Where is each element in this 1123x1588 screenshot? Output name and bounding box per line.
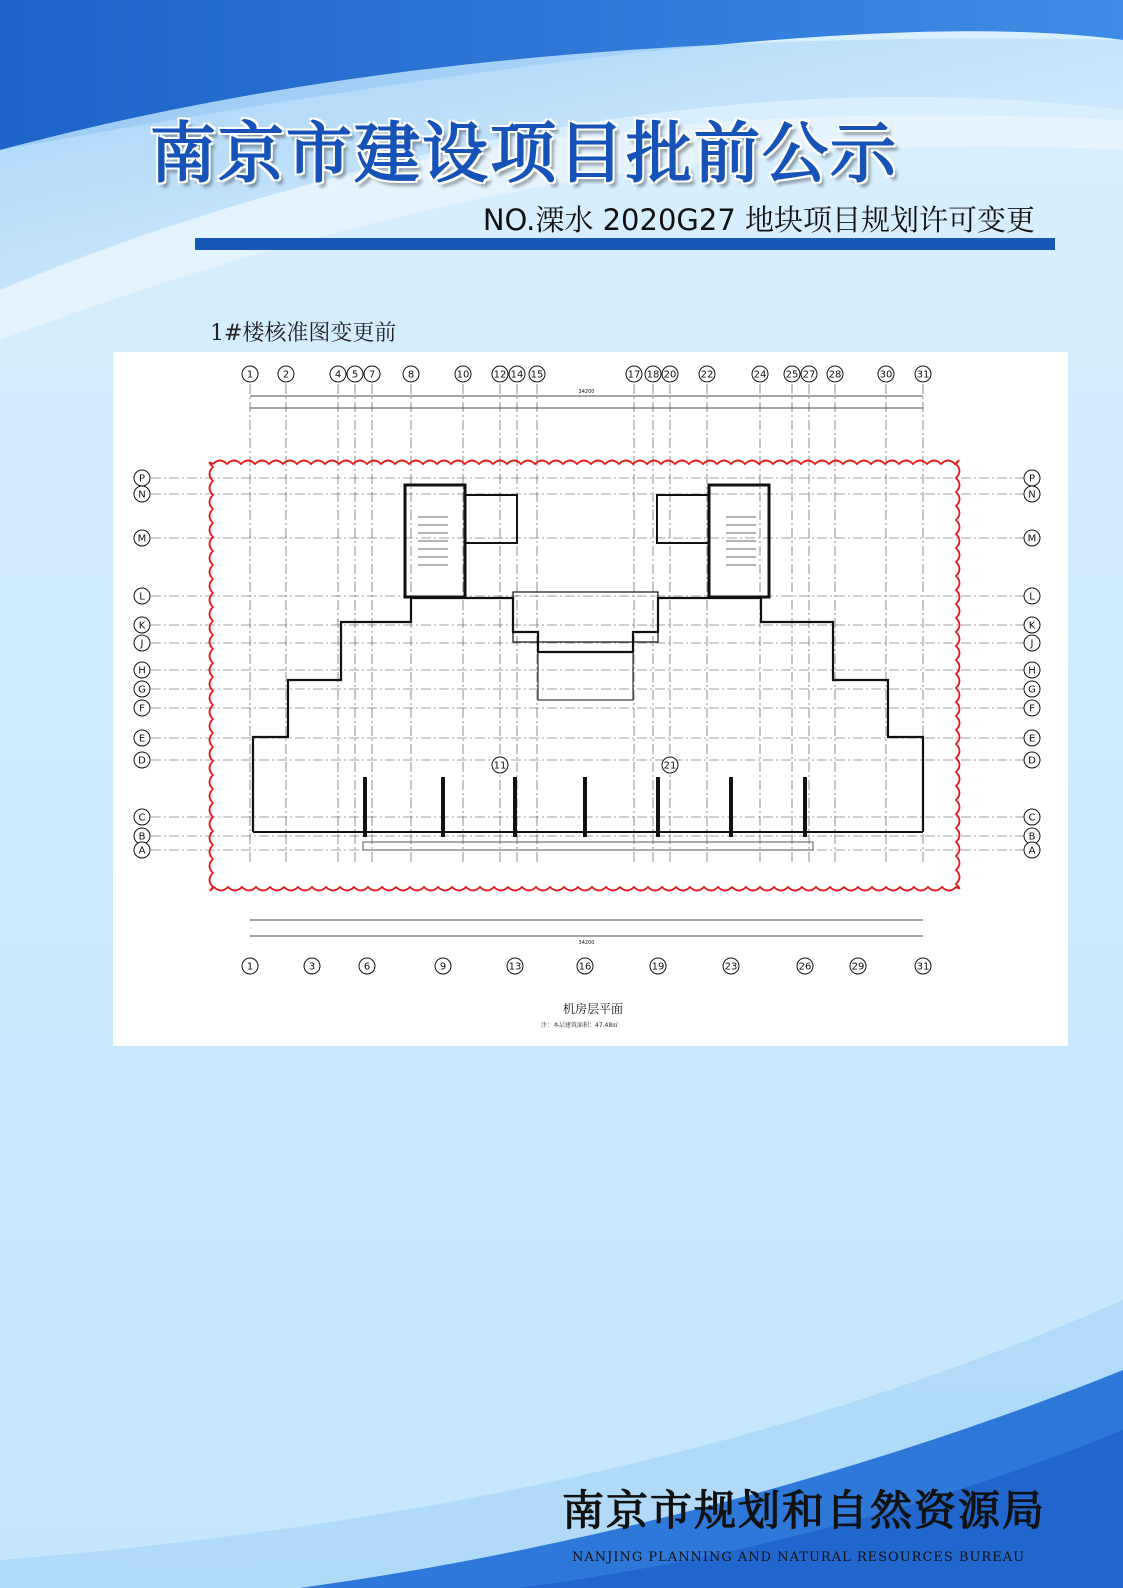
bottom-axis-label: 16 <box>578 961 592 973</box>
top-axis-label: 2 <box>282 369 290 381</box>
top-axis-label: 15 <box>530 369 544 381</box>
bottom-axis-label: 29 <box>851 961 865 973</box>
right-axis-label: M <box>1027 533 1037 545</box>
title-underline <box>195 238 1055 250</box>
project-number: NO.溧水 2020G27 地块项目规划许可变更 <box>482 203 1035 237</box>
bottom-axis-label: 9 <box>439 961 447 973</box>
top-axis-label: 4 <box>334 369 342 381</box>
top-axis-label: 22 <box>700 369 714 381</box>
left-axis-label: G <box>138 684 146 696</box>
plan-note: 注：本层建筑面积：47.48㎡ <box>541 1022 619 1029</box>
right-axis-label: A <box>1028 845 1036 857</box>
left-axis-label: D <box>138 755 146 767</box>
right-axis-label: F <box>1029 703 1035 715</box>
top-axis-label: 28 <box>828 369 842 381</box>
bottom-axis-label: 13 <box>508 961 522 973</box>
right-axis-label: K <box>1028 620 1036 632</box>
left-axis-label: L <box>139 591 145 603</box>
right-axis-label: E <box>1028 733 1036 745</box>
left-axis-label: M <box>137 533 147 545</box>
top-axis-label: 14 <box>510 369 524 381</box>
right-axis-label: H <box>1028 665 1036 677</box>
left-axis-label: C <box>138 812 146 824</box>
top-axis-label: 10 <box>456 369 470 381</box>
top-axis-label: 17 <box>627 369 641 381</box>
top-axis-label: 30 <box>879 369 893 381</box>
right-axis-label: N <box>1028 489 1036 501</box>
floor-plan-drawing <box>113 352 1068 1046</box>
top-axis-label: 5 <box>351 369 359 381</box>
bottom-axis-label: 26 <box>798 961 812 973</box>
top-axis-label: 27 <box>802 369 816 381</box>
overall-dimension-bottom: 34200 <box>578 940 595 946</box>
bottom-axis-label: 6 <box>363 961 371 973</box>
top-axis-label: 20 <box>663 369 677 381</box>
top-axis-label: 18 <box>646 369 660 381</box>
central-lobby <box>538 642 633 700</box>
top-axis-label: 7 <box>368 369 376 381</box>
left-axis-label: N <box>138 489 146 501</box>
bottom-axis-label: 3 <box>308 961 316 973</box>
building-outline <box>253 598 923 832</box>
balcony-strip <box>363 842 813 850</box>
right-axis-label: G <box>1028 684 1036 696</box>
bureau-name-cn: 南京市规划和自然资源局 <box>562 1486 1047 1535</box>
right-axis-label: P <box>1028 473 1036 485</box>
top-axis-label: 1 <box>246 369 254 381</box>
bureau-name-en: NANJING PLANNING AND NATURAL RESOURCES BUREAU <box>572 1550 1026 1565</box>
right-axis-label: B <box>1028 831 1036 843</box>
bottom-axis-label: 1 <box>246 961 254 973</box>
top-axis-label: 8 <box>407 369 415 381</box>
page-title: 南京市建设项目批前公示 <box>150 114 898 192</box>
left-axis-label: K <box>138 620 146 632</box>
plan-title: 机房层平面 <box>563 1002 624 1016</box>
left-axis-label: A <box>138 845 146 857</box>
interior-axis-label: 11 <box>493 760 507 772</box>
interior-axis-label: 21 <box>663 760 677 772</box>
floor-plan-svg <box>113 352 1068 1046</box>
bottom-axis-label: 23 <box>724 961 738 973</box>
bottom-axis-label: 31 <box>916 961 930 973</box>
left-axis-label: B <box>138 831 146 843</box>
top-axis-label: 24 <box>753 369 767 381</box>
elevator-room-right <box>657 495 709 543</box>
right-axis-label: C <box>1028 812 1036 824</box>
central-shaft <box>513 592 658 642</box>
left-axis-label: H <box>138 665 146 677</box>
top-axis-label: 12 <box>493 369 507 381</box>
top-axis-label: 31 <box>916 369 930 381</box>
elevator-room-left <box>465 495 517 543</box>
bottom-axis-label: 19 <box>651 961 665 973</box>
left-axis-label: E <box>138 733 146 745</box>
right-axis-label: L <box>1029 591 1035 603</box>
top-axis-label: 25 <box>785 369 799 381</box>
left-axis-label: P <box>138 473 146 485</box>
left-axis-label: F <box>139 703 145 715</box>
right-axis-label: J <box>1030 638 1034 650</box>
overall-dimension-top: 34200 <box>578 389 595 395</box>
drawing-caption: 1#楼核准图变更前 <box>210 321 397 346</box>
left-axis-label: J <box>140 638 144 650</box>
right-axis-label: D <box>1028 755 1036 767</box>
